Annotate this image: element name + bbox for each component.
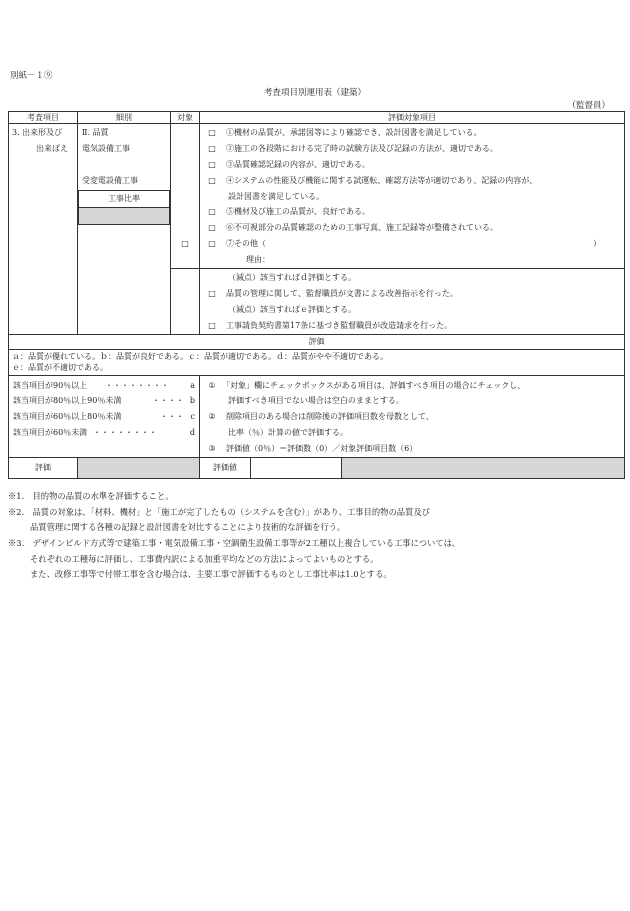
checkbox-4[interactable]: □: [208, 175, 216, 185]
criterion-row: [9, 124, 625, 269]
grade-c-row: [13, 409, 199, 425]
grade-b-label: 該当項目が80％以上90％未満: [13, 396, 122, 406]
eval-item-3: ③品質確認記録の内容が、適切である。: [226, 159, 370, 169]
header-criterion: 考査項目: [9, 112, 78, 124]
grade-thresholds: [9, 375, 200, 457]
eval-items-cell: [200, 124, 625, 269]
evaluation-heading: 評価: [9, 334, 625, 349]
footnote-3-cont-2: また、改修工事等で付帯工事を含む場合は、主要工事で評価するものとし工事比率は1.0とする。: [30, 569, 392, 580]
grade-b-row: [13, 393, 199, 409]
checkbox-3[interactable]: □: [208, 159, 216, 169]
document-title: 考査項目別運用表（建築）: [263, 88, 366, 98]
grade-c: c: [190, 412, 195, 422]
target-checkbox[interactable]: □: [181, 239, 189, 249]
page-id: 別紙－１⑨: [10, 71, 53, 81]
evaluation-table: [8, 111, 625, 479]
grade-b: b: [189, 396, 195, 406]
grade-a-label: 該当項目が90％以上: [13, 380, 88, 390]
work-ratio-label: 工事比率: [78, 190, 170, 208]
checkbox-deduct-d[interactable]: □: [208, 288, 216, 298]
grade-a-dots: ・・・・・・・・: [105, 380, 169, 390]
reason-label: 理由：: [246, 255, 270, 265]
grade-c-label: 該当項目が60％以上80％未満: [13, 412, 122, 422]
grade-d-dots: ・・・・・・・・: [93, 428, 157, 438]
checkbox-6[interactable]: □: [208, 223, 216, 233]
rule-1-text: 「対象」欄にチェックボックスがある項目は、評価すべき項目の場合にチェックし、: [226, 380, 526, 390]
eval-item-1: ①機材の品質が、承諾図等により確認でき、設計図書を満足している。: [226, 128, 482, 137]
eval-item-5: ⑤機材及び施工の品質が、良好である。: [226, 207, 370, 217]
eval-value-label: 評価値: [200, 458, 342, 479]
grade-a-row: [13, 378, 199, 394]
target-cell: [171, 124, 200, 269]
eval-input[interactable]: [78, 458, 200, 479]
rule-3-text: 評価値（0％）＝評価数（0）／対象評価項目数（6）: [226, 444, 418, 454]
evaluation-rules: [200, 375, 625, 457]
evaluation-desc-2: ｅ：品質が不適切である。: [12, 363, 108, 373]
evaluation-desc-1: ａ：品質が優れている。ｂ：品質が良好である。ｃ：品質が適切である。ｄ：品質がやや不適切である。: [12, 351, 388, 361]
eval-item-7: ⑦その他（: [226, 239, 266, 249]
eval-item-6: ⑥不可視部分の品質確認のための工事写真、施工記録等が整備されている。: [226, 223, 498, 233]
grade-c-dots: ・・・: [160, 412, 184, 422]
rule-2-cont: 比率（％）計算の値で評価する。: [228, 428, 348, 438]
criterion-label-1: 3. 出来形及び: [12, 128, 63, 137]
rule-1-cont: 評価すべき項目でない場合は空白のままとする。: [228, 396, 404, 406]
eval-value-output: [342, 458, 625, 479]
subcategory-label-1: Ⅱ. 品質: [82, 128, 109, 137]
criterion-label-2: 出来ばえ: [36, 143, 68, 153]
checkbox-7[interactable]: □: [208, 239, 216, 249]
eval-label: 評価: [9, 458, 78, 479]
deduction-e-note: （減点）該当すればｅ評価とする。: [228, 304, 356, 314]
footnote-3-cont-1: それぞれの工種毎に評価し、工事費内訳による加重平均などの方法によってよいものとする。: [30, 553, 379, 564]
footnote-2-cont: 品質管理に関する各種の記録と設計図書を対比することにより技術的な評価を行う。: [30, 522, 346, 533]
footnote-3: ※3. デザインビルド方式等で建築工事・電気設備工事・空調衛生設備工事等が2工種以上複合している工事については、: [8, 538, 461, 549]
deduction-e-item: 工事請負契約書第17条に基づき監督職員が改造請求を行った。: [226, 320, 453, 330]
subcategory-cell: [78, 124, 171, 335]
eval-item-4-cont: 設計図書を満足している。: [228, 191, 324, 201]
rule-2-num: ②: [208, 412, 216, 422]
grade-d: d: [189, 428, 195, 438]
eval-item-4: ④システムの性能及び機能に関する試運転、確認方法等が適切であり、記録の内容が、: [226, 175, 538, 185]
checkbox-5[interactable]: □: [208, 207, 216, 217]
rule-2-text: 削除項目のある場合は削除後の評価項目数を母数として、: [226, 412, 434, 422]
eval-item-7-close: ）: [593, 239, 601, 249]
deduction-target-cell: [171, 269, 200, 335]
footnote-1: ※1. 目的物の品質の水準を評価すること。: [8, 491, 174, 501]
checkbox-1[interactable]: □: [208, 128, 216, 137]
checkbox-deduct-e[interactable]: □: [208, 320, 216, 330]
work-ratio-input[interactable]: [78, 208, 170, 225]
rule-3-num: ③: [208, 444, 216, 454]
footnote-2: ※2. 品質の対象は、「材料、機材」と「施工が完了したもの（システムを含む）」があり、工事目的物の品質及び: [8, 506, 430, 517]
subcategory-label-3: 受変電設備工事: [82, 175, 138, 185]
grade-b-dots: ・・・・: [152, 396, 184, 406]
header-target: 対象: [171, 112, 200, 124]
grade-d-label: 該当項目が60％未満: [13, 428, 88, 438]
header-eval-items: 評価対象項目: [200, 112, 625, 124]
header-subcategory: 細別: [78, 112, 171, 124]
deduction-d-item: 品質の管理に関して、監督職員が文書による改善指示を行った。: [226, 288, 458, 298]
eval-item-2: ②施工の各段階における完了時の試験方法及び記録の方法が、適切である。: [226, 143, 498, 153]
deduction-cell: [200, 269, 625, 335]
subcategory-label-2: 電気設備工事: [82, 143, 130, 153]
grade-a: a: [190, 380, 195, 390]
rule-1-num: ①: [208, 380, 216, 390]
grade-d-row: [13, 425, 199, 441]
evaluation-description: [9, 349, 625, 375]
role-label: （監督員）: [567, 101, 610, 111]
checkbox-2[interactable]: □: [208, 143, 216, 153]
table-header-row: [9, 112, 625, 124]
footnotes: [8, 489, 624, 583]
criterion-cell: [9, 124, 78, 335]
deduction-d-note: （減点）該当すればｄ評価とする。: [228, 273, 356, 283]
